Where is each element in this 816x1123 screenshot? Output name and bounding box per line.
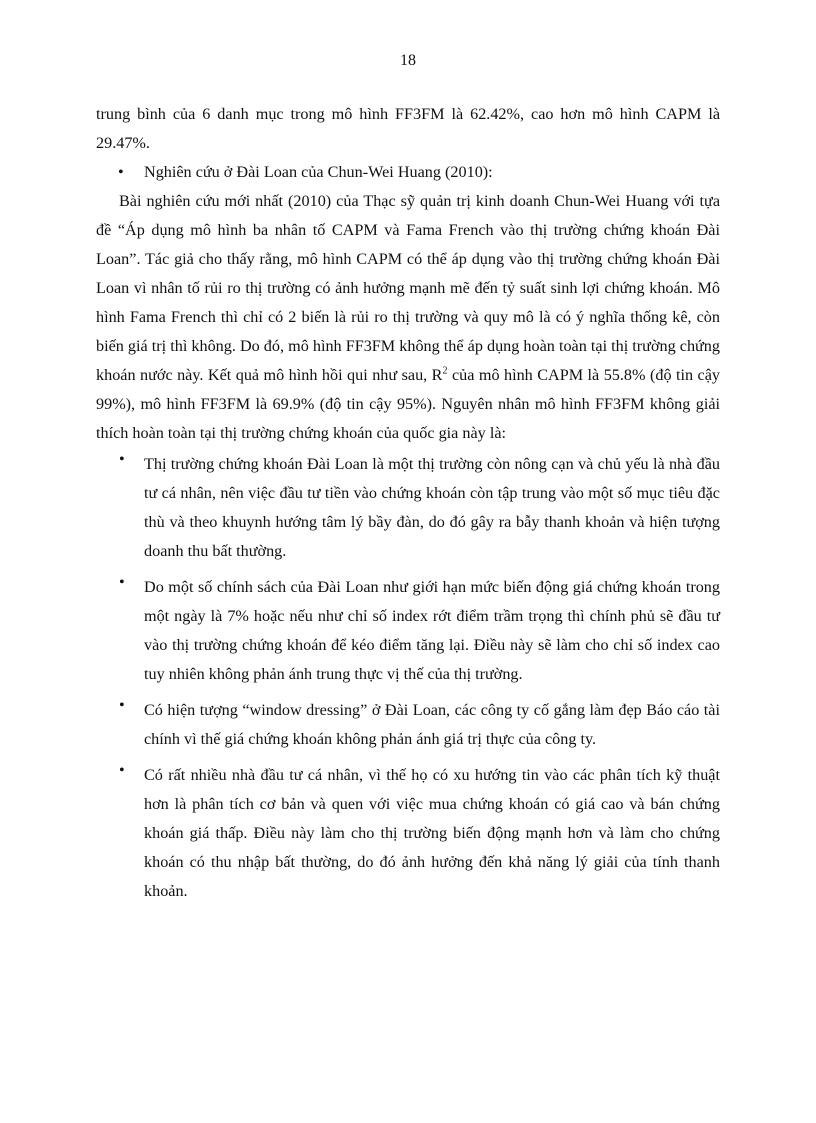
list-item-text: Do một số chính sách của Đài Loan như giới hạn mức biến động giá chứng khoán trong một ngày là 7% hoặc nếu như chỉ số index rớt điểm trầm trọng thì chính phủ sẽ đầu tư vào thị trường chứng khoán để kéo điểm tăng lại. Điều này sẽ làm cho chỉ số index cao tuy nhiên không phản ánh trung thực vị thế của thị trường.	[144, 578, 720, 683]
bullet-icon: •	[119, 761, 125, 779]
list-item	[96, 761, 720, 906]
paragraph-study-part2: của mô hình CAPM là 55.8% (độ tin cậy 99%), mô hình FF3FM là 69.9% (độ tin cậy 95%). Nguyên nhân mô hình FF3FM không giải thích hoàn toàn tại thị trường chứng khoán của quốc gia này là:	[96, 366, 720, 442]
bullet-icon: •	[118, 163, 124, 181]
superscript-2: 2	[442, 365, 448, 377]
paragraph-study-part1: Bài nghiên cứu mới nhất (2010) của Thạc sỹ quản trị kinh doanh Chun-Wei Huang với tựa đề “Áp dụng mô hình ba nhân tố CAPM và Fama French vào thị trường chứng khoán Đài Loan”. Tác giả cho thấy rằng, mô hình CAPM có thể áp dụng vào thị trường chứng khoán Đài Loan vì nhân tố rủi ro thị trường có ảnh hưởng mạnh mẽ đến tỷ suất sinh lợi chứng khoán. Mô hình Fama French thì chỉ có 2 biến là rủi ro thị trường và quy mô là có ý nghĩa thống kê, còn biến giá trị thì không. Do đó, mô hình FF3FM không thể áp dụng hoàn toàn tại thị trường chứng khoán nước này. Kết quả mô hình hồi qui như sau, R	[96, 192, 720, 384]
list-item	[96, 450, 720, 566]
list-item	[96, 573, 720, 689]
paragraph-intro: trung bình của 6 danh mục trong mô hình FF3FM là 62.42%, cao hơn mô hình CAPM là 29.47%.	[96, 105, 720, 152]
list-item	[96, 696, 720, 754]
list-item-text: Thị trường chứng khoán Đài Loan là một thị trường còn nông cạn và chủ yếu là nhà đầu tư cá nhân, nên việc đầu tư tiền vào chứng khoán còn tập trung vào một số mục tiêu đặc thù và theo khuynh hướng tâm lý bầy đàn, do đó gây ra bẫy thanh khoản và hiện tượng doanh thu bất thường.	[144, 455, 720, 560]
paragraph-study	[96, 187, 720, 448]
page-number: 18	[400, 52, 416, 69]
section-heading-text: Nghiên cứu ở Đài Loan của Chun-Wei Huang (2010):	[144, 163, 493, 181]
bullet-icon: •	[119, 696, 125, 714]
reasons-list	[96, 450, 720, 906]
section-heading	[96, 158, 720, 187]
list-item-text: Có rất nhiều nhà đầu tư cá nhân, vì thế họ có xu hướng tin vào các phân tích kỹ thuật hơn là phân tích cơ bản và quen với việc mua chứng khoán có giá cao và bán chứng khoán giá thấp. Điều này làm cho thị trường biến động mạnh hơn và làm cho chứng khoán có thu nhập bất thường, do đó ảnh hưởng đến khả năng lý giải của tính thanh khoản.	[144, 766, 720, 900]
bullet-icon: •	[119, 450, 125, 468]
page-content	[96, 100, 720, 913]
list-item-text: Có hiện tượng “window dressing” ở Đài Loan, các công ty cố gắng làm đẹp Báo cáo tài chính vì thế giá chứng khoán không phản ánh giá trị thực của công ty.	[144, 701, 720, 748]
bullet-icon: •	[119, 573, 125, 591]
